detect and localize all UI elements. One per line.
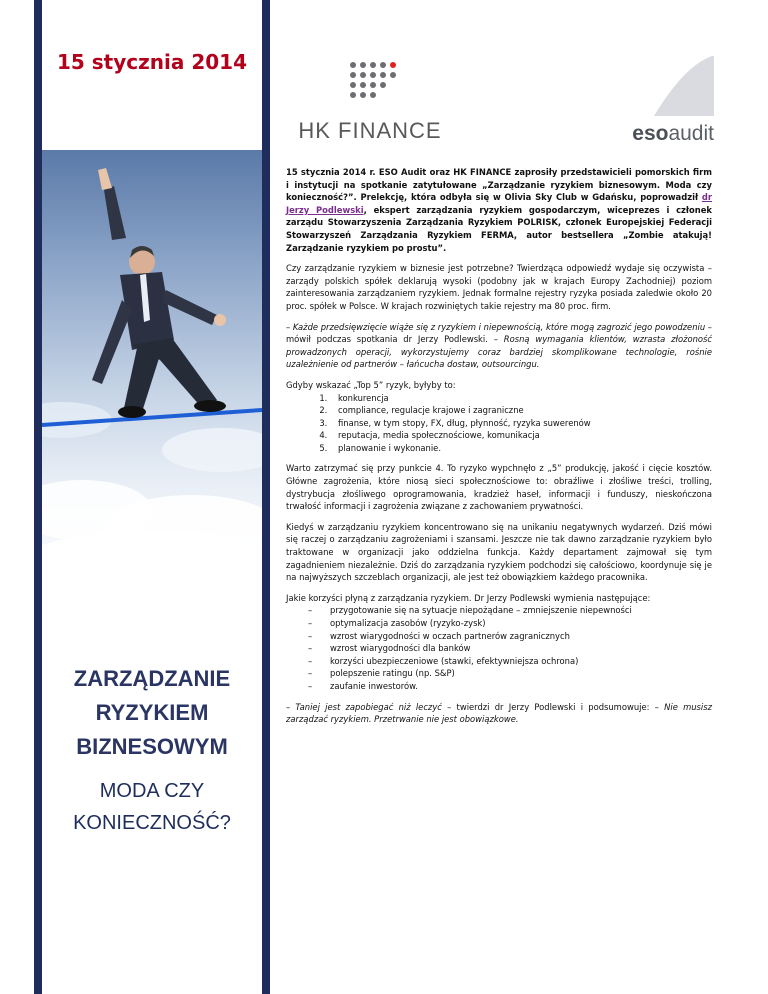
list-item: 3. finanse, w tym stopy, FX, dług, płynność, ryzyka suwerenów: [330, 417, 712, 430]
hk-finance-logo: [290, 60, 450, 150]
article-quote: – Każde przedsięwzięcie wiąże się z ryzykiem i niepewnością, które mogą zagrozić jego powodzeniu – mówił podczas spotkania dr Jerzy Podlewski. – Rosną wymagania klientów, wzrasta złożoność prowadzonych operacji, wykorzystujemy coraz bardziej skomplikowane technologie, rośnie uzależnienie od partnerów – łańcucha dostaw, outsourcingu.: [286, 321, 713, 370]
sidebar-left-bar: [34, 0, 42, 994]
top5-intro: Gdyby wskazać „Top 5” ryzyk, byłyby to:: [286, 379, 456, 390]
benefits-list: [286, 604, 712, 692]
list-item: 5. planowanie i wykonanie.: [330, 442, 712, 455]
list-item: 1. konkurencja: [330, 392, 712, 405]
top5-list: [286, 392, 712, 455]
list-item: 2. compliance, regulacje krajowe i zagraniczne: [330, 404, 712, 417]
sidebar-title-line: ZARZĄDZANIE: [73, 666, 231, 691]
businessman-illustration: [42, 150, 262, 590]
article-body: [286, 166, 712, 734]
list-item: 4. reputacja, media społecznościowe, komunikacja: [330, 429, 712, 442]
businessman-sky-photo: [42, 150, 262, 590]
article-closing: – Taniej jest zapobiegać niż leczyć – twierdzi dr Jerzy Podlewski i podsumowuje: – Nie musisz zarządzać ryzykiem. Przetrwanie nie jest obowiązkowe.: [286, 701, 712, 725]
sidebar-title: [44, 662, 260, 764]
list-item: – wzrost wiarygodności dla banków: [286, 642, 712, 655]
date-heading: 15 stycznia 2014: [56, 50, 247, 74]
list-item: – polepszenie ratingu (np. S&P): [286, 667, 712, 680]
article-paragraph: Kiedyś w zarządzaniu ryzykiem koncentrowano się na unikaniu negatywnych wydarzeń. Dziś mówi się raczej o zarządzaniu zagrożeniami i szansami. Jeszcze nie tak dawno zarządzanie ryzykiem było traktowane w organizacji jako oddzielna funkcja. Każdy departament zajmował się tym zagadnieniem niezależnie. Dziś do zarządzania ryzykiem podchodzi się całościowo, koordynuje się je na najwyższych szczeblach organizacji, ale jest też obowiązkiem każdego pracownika.: [286, 521, 712, 583]
list-item: – optymalizacja zasobów (ryzyko-zysk): [286, 617, 712, 630]
article-lead: 15 stycznia 2014 r. ESO Audit oraz HK FINANCE zaprosiły przedstawicieli pomorskich firm i instytucji na spotkanie zatytułowane „Zarządzanie ryzykiem biznesowym. Moda czy konieczność?”. Prelekcję, która odbyła się w Olivia Sky Club w Gdańsku, poprowadził dr Jerzy Podlewski, ekspert zarządzania ryzykiem gospodarczym, wiceprezes i członek zarządu Stowarzyszenia Zarządzania Ryzykiem POLRISK, członek Europejskiej Federacji Stowarzyszeń Zarządzania Ryzykiem FERMA, autor bestsellera „Zombie atakują! Zarządzanie ryzykiem po prostu”.: [286, 167, 712, 253]
benefits-intro: Jakie korzyści płyną z zarządzania ryzykiem. Dr Jerzy Podlewski wymienia następujące:: [286, 592, 651, 603]
list-item: – zaufanie inwestorów.: [286, 680, 712, 693]
sidebar-subtitle-line: KONIECZNOŚĆ?: [73, 812, 231, 834]
sidebar-subtitle-line: MODA CZY: [99, 780, 205, 802]
article-paragraph: Warto zatrzymać się przy punkcie 4. To ryzyko wypchnęło z „5” produkcję, jakość i cięcie kosztów. Główne zagrożenia, które niosą sieci społecznościowe to: obraźliwe i złośliwe treści, trolling, dystrybucja złośliwego oprogramowania, kradzież haseł, informacji i funduszy, nieskończona trwałość informacji i zagrożenia związane z zachowaniem prywatności.: [286, 463, 712, 512]
sidebar-title-line: BIZNESOWYM: [76, 734, 228, 759]
list-item: – korzyści ubezpieczeniowe (stawki, efektywniejsza ochrona): [286, 655, 712, 668]
eso-logo-swoosh: [594, 56, 714, 116]
sidebar-title-line: RYZYKIEM: [95, 700, 209, 725]
sidebar-right-bar: [262, 0, 270, 994]
hk-finance-wordmark: HK FINANCE: [298, 118, 442, 143]
eso-audit-logo: [594, 56, 714, 156]
sidebar-subtitle: [44, 775, 260, 839]
eso-audit-wordmark: esoaudit: [632, 122, 714, 145]
author-link[interactable]: dr Jerzy Podlewski: [286, 192, 712, 215]
article-paragraph: Czy zarządzanie ryzykiem w biznesie jest potrzebne? Twierdząca odpowiedź wydaje się oczywista – zarządy polskich spółek deklarują wysoki (podobny jak w krajach Europy Zachodniej) poziom zainteresowania zarządzaniem ryzykiem. Jednak formalne rejestry ryzyka posiada zaledwie około 20 proc. spółek w Polsce. W krajach rozwiniętych takie rejestry ma 80 proc. firm.: [286, 263, 712, 311]
list-item: – wzrost wiarygodności w oczach partnerów zagranicznych: [286, 630, 712, 643]
list-item: – przygotowanie się na sytuacje niepożądane – zmniejszenie niepewności: [286, 604, 712, 617]
